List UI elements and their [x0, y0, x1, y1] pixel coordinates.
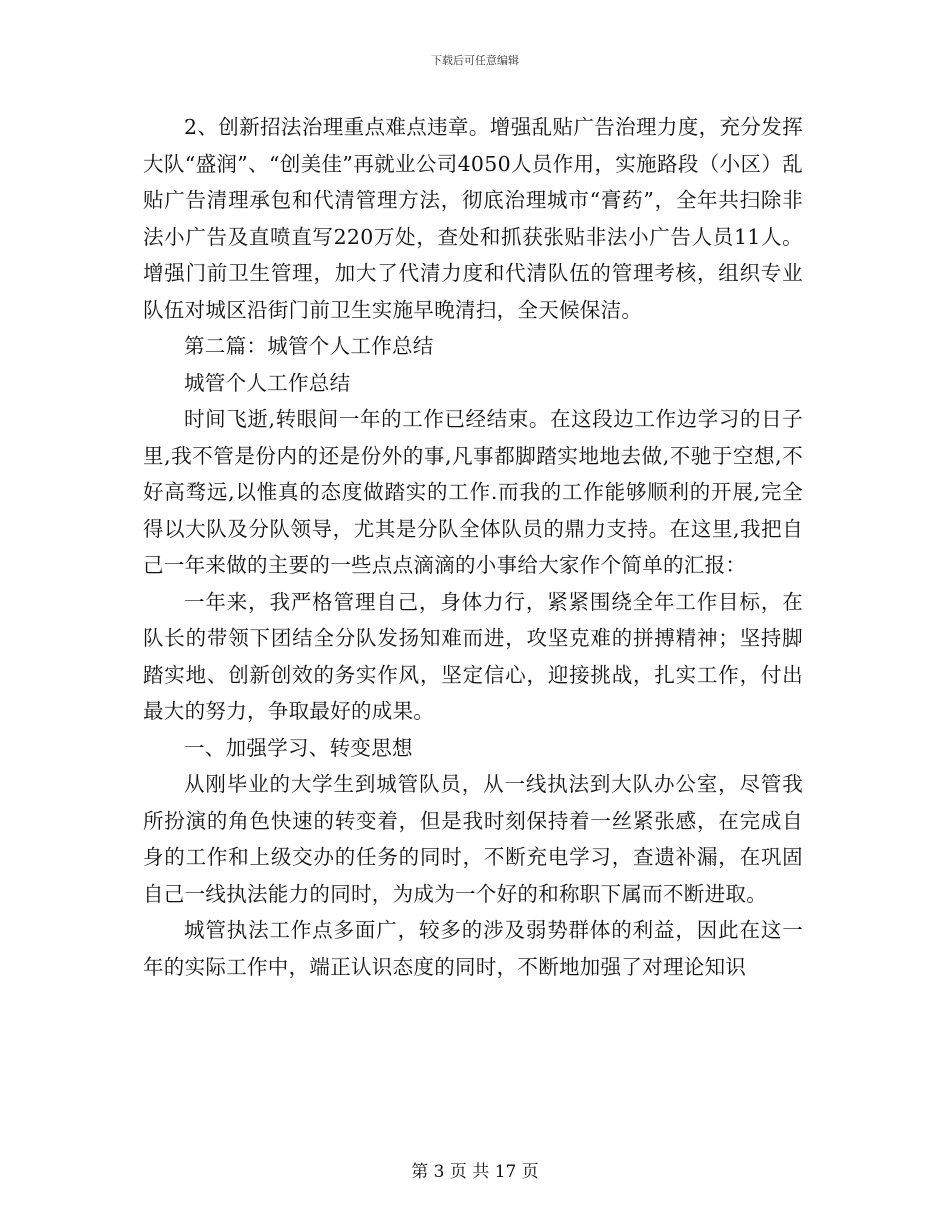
paragraph-3: 一年来，我严格管理自己，身体力行，紧紧围绕全年工作目标，在队长的带领下团结全分队发扬知难而进，攻坚克难的拼搏精神；坚持脚踏实地、创新创效的务实作风，坚定信心，迎接挑战，扎实工作，付出最大的努力，争取最好的成果。 [143, 589, 803, 723]
document-title: 城管个人工作总结 [184, 370, 351, 395]
section-title: 第二篇：城管个人工作总结 [184, 334, 434, 358]
page-header: 下载后可任意编辑 [431, 54, 519, 67]
paragraph-1: 2、创新招法治理重点难点违章。增强乱贴广告治理力度，充分发挥大队“盛润”、“创美佳”再就业公司4050人员作用，实施路段（小区）乱贴广告清理承包和代清管理方法，彻底治理城市“膏药”，全年共扫除非法小广告及直喷直写220万处，查处和抓获张贴非法小广告人员11人。增强门前卫生管理，加大了代清力度和代清队伍的管理考核，组织专业队伍对城区沿街门前卫生实施早晚清扫，全天候保洁。 [143, 115, 803, 322]
document-body [143, 109, 803, 985]
paragraph-4: 从刚毕业的大学生到城管队员，从一线执法到大队办公室，尽管我所扮演的角色快速的转变着，但是我时刻保持着一丝紧张感，在完成自身的工作和上级交办的任务的同时，不断充电学习，查遗补漏，在巩固自己一线执法能力的同时，为成为一个好的和称职下属而不断进取。 [143, 772, 803, 906]
paragraph-2: 时间飞逝,转眼间一年的工作已经结束。在这段边工作边学习的日子里,我不管是份内的还是份外的事,凡事都脚踏实地地去做,不驰于空想,不好高骛远,以惟真的态度做踏实的工作.而我的工作能够顺利的开展,完全得以大队及分队领导，尤其是分队全体队员的鼎力支持。在这里,我把自己一年来做的主要的一些点点滴滴的小事给大家作个简单的汇报： [143, 407, 803, 577]
page-footer: 第 3 页 共 17 页 [411, 1162, 539, 1182]
paragraph-5: 城管执法工作点多面广，较多的涉及弱势群体的利益，因此在这一年的实际工作中，端正认识态度的同时，不断地加强了对理论知识 [143, 918, 803, 979]
heading-1: 一、加强学习、转变思想 [184, 735, 413, 760]
